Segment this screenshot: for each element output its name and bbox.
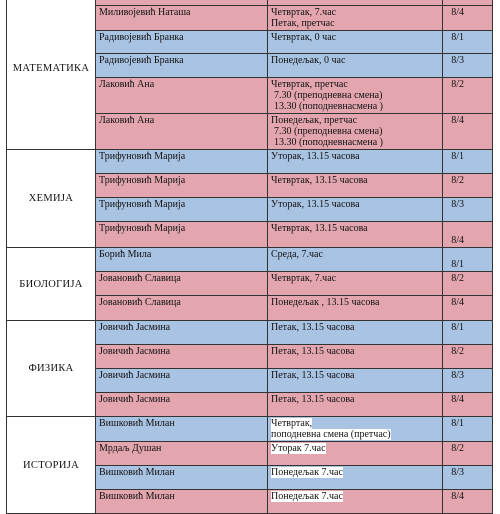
- schedule-table: [6, 0, 493, 514]
- teacher-cell: Борић Мила: [96, 248, 268, 272]
- teacher-cell: Јовановић Славица: [96, 296, 268, 321]
- subject-label: МАТЕМАТИКА: [12, 62, 90, 74]
- teacher-cell: Лаковић Ана: [96, 114, 268, 150]
- consultation-time-cell: [268, 114, 443, 150]
- class-cell: 8/3: [443, 54, 493, 78]
- teacher-cell: Јовановић Славица: [96, 272, 268, 296]
- teacher-cell: Трифуновић Марија: [96, 174, 268, 198]
- consultation-time-cell: [268, 369, 443, 393]
- teacher-cell: Јовичић Јасмина: [96, 321, 268, 345]
- subject-cell: [7, 417, 96, 514]
- teacher-cell: Јовичић Јасмина: [96, 345, 268, 369]
- class-cell: 8/1: [443, 31, 493, 54]
- time-line: Понедељак, претчас: [271, 115, 358, 126]
- class-cell: 8/2: [443, 345, 493, 369]
- teacher-cell: Вишковић Милан: [96, 490, 268, 514]
- class-cell: 8/2: [443, 442, 493, 466]
- consultation-schedule-sheet: [6, 0, 492, 514]
- time-line: 13.30 (поподневнасмена ): [274, 137, 383, 148]
- teacher-cell: Радивојевић Бранка: [96, 54, 268, 78]
- class-cell: 8/3: [443, 198, 493, 222]
- consultation-time-cell: [268, 466, 443, 490]
- consultation-time-cell: [268, 6, 443, 31]
- consultation-time-cell: [268, 321, 443, 345]
- subject-label: ИСТОРИЈА: [23, 459, 79, 471]
- class-cell: 8/2: [443, 78, 493, 114]
- time-line: Четвртак, 7.час: [271, 273, 337, 284]
- class-cell: 8/3: [443, 466, 493, 490]
- subject-label: БИОЛОГИЈА: [19, 278, 83, 290]
- time-line: Среда, 7.час: [271, 249, 323, 260]
- time-line: Петак, 13.15 часова: [271, 346, 355, 357]
- teacher-cell: Мрдаљ Душан: [96, 442, 268, 466]
- time-line: 7.30 (преподневна смена): [274, 90, 383, 101]
- subject-label: ФИЗИКА: [28, 363, 74, 374]
- consultation-time-cell: [268, 54, 443, 78]
- consultation-time-cell: [268, 272, 443, 296]
- consultation-time-cell: [268, 442, 443, 466]
- time-line: Четвртак,: [271, 418, 313, 429]
- class-cell: 8/2: [443, 174, 493, 198]
- teacher-cell: Трифуновић Марија: [96, 222, 268, 248]
- time-line: 13.30 (поподневнасмена ): [274, 101, 383, 112]
- time-line: Понедељак, 0 час: [271, 55, 346, 66]
- class-cell: 8/2: [443, 272, 493, 296]
- time-line: Четвртак, 13.15 часова: [271, 175, 368, 186]
- consultation-time-cell: [268, 174, 443, 198]
- time-line: Петак, 13.15 часова: [271, 370, 355, 381]
- teacher-cell: Миливојевић Наташа: [96, 6, 268, 31]
- subject-label: ХЕМИЈА: [28, 193, 74, 204]
- teacher-cell: Трифуновић Марија: [96, 198, 268, 222]
- time-line: Уторак 7.час: [271, 443, 326, 454]
- class-cell: 8/1: [443, 417, 493, 442]
- schedule-row: [7, 150, 493, 174]
- time-line: поподневна смена (претчас): [271, 429, 391, 440]
- subject-cell: [7, 150, 96, 248]
- teacher-cell: Трифуновић Марија: [96, 150, 268, 174]
- class-cell: 8/4: [443, 490, 493, 514]
- subject-cell: [7, 0, 96, 150]
- class-cell: 8/4: [443, 222, 493, 248]
- class-cell: 8/1: [443, 150, 493, 174]
- consultation-time-cell: [268, 198, 443, 222]
- consultation-time-cell: [268, 393, 443, 417]
- teacher-cell: Вишковић Милан: [96, 417, 268, 442]
- consultation-time-cell: [268, 490, 443, 514]
- consultation-time-cell: [268, 248, 443, 272]
- time-line: Петак, претчас: [271, 18, 335, 29]
- schedule-row: [7, 321, 493, 345]
- teacher-cell: Јовичић Јасмина: [96, 369, 268, 393]
- class-cell: 8/4: [443, 393, 493, 417]
- subject-cell: [7, 248, 96, 321]
- class-cell: 8/4: [443, 296, 493, 321]
- time-line: Петак, 13.15 часова: [271, 322, 355, 333]
- class-cell: 8/4: [443, 114, 493, 150]
- consultation-time-cell: [268, 150, 443, 174]
- subject-cell: [7, 321, 96, 417]
- consultation-time-cell: [268, 222, 443, 248]
- teacher-cell: Јовичић Јасмина: [96, 393, 268, 417]
- time-line: Четвртак, 13.15 часова: [271, 223, 368, 234]
- time-line: Уторак, 13.15 часова: [271, 151, 360, 162]
- time-line: Уторак, 13.15 часова: [271, 199, 360, 210]
- consultation-time-cell: [268, 296, 443, 321]
- consultation-time-cell: [268, 417, 443, 442]
- time-line: Четвртак, 7.час: [271, 7, 337, 18]
- time-line: Понедељак 7.час: [271, 467, 343, 478]
- teacher-cell: Вишковић Милан: [96, 466, 268, 490]
- time-line: Четвртак, претчас: [271, 79, 348, 90]
- class-cell: 8/1: [443, 248, 493, 272]
- consultation-time-cell: [268, 345, 443, 369]
- time-line: Понедељак 7.час: [271, 491, 343, 502]
- class-cell: 8/4: [443, 6, 493, 31]
- time-line: 7.30 (преподневна смена): [274, 126, 383, 137]
- schedule-row: [7, 417, 493, 442]
- class-cell: 8/1: [443, 321, 493, 345]
- time-line: Четвртак, 0 час: [271, 32, 337, 43]
- consultation-time-cell: [268, 31, 443, 54]
- time-line: Петак, 13.15 часова: [271, 394, 355, 405]
- schedule-row: [7, 248, 493, 272]
- teacher-cell: Радивојевић Бранка: [96, 31, 268, 54]
- class-cell: 8/3: [443, 369, 493, 393]
- teacher-cell: Лаковић Ана: [96, 78, 268, 114]
- consultation-time-cell: [268, 78, 443, 114]
- time-line: Понедељак , 13.15 часова: [271, 297, 380, 308]
